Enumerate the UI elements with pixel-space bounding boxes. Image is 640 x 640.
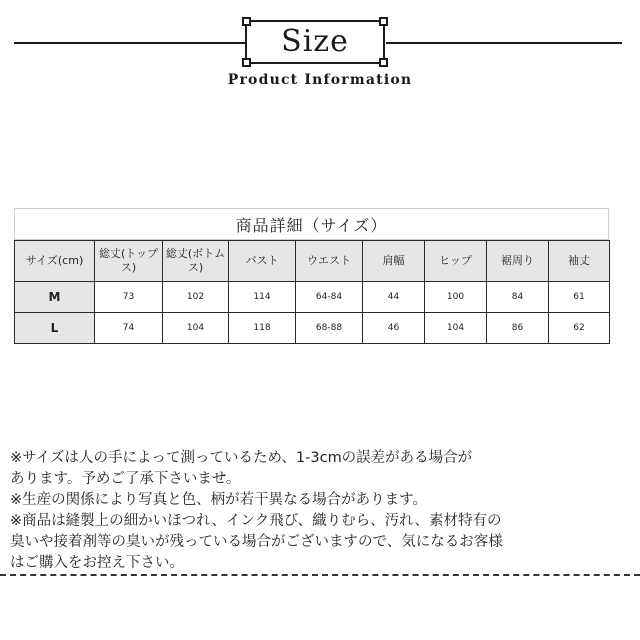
column-header: 袖丈 — [549, 241, 610, 282]
header-rule-right — [386, 42, 622, 44]
table-cell: 86 — [487, 313, 549, 344]
table-cell: 104 — [425, 313, 487, 344]
note-line: ※サイズは人の手によって測っているため、1-3cmの誤差がある場合が — [10, 450, 473, 466]
table-row — [15, 282, 610, 313]
size-table — [14, 240, 610, 344]
row-size-label: M — [15, 282, 95, 313]
column-header: ウエスト — [296, 241, 363, 282]
column-header: 裾周り — [487, 241, 549, 282]
box-corner — [379, 58, 388, 67]
page-title: Size — [281, 24, 349, 59]
box-corner — [242, 58, 251, 67]
table-cell: 68-88 — [296, 313, 363, 344]
note-line: ※商品は縫製上の細かいほつれ、インク飛び、織りむら、汚れ、素材特有の — [10, 513, 502, 529]
row-size-label: L — [15, 313, 95, 344]
table-cell: 104 — [163, 313, 229, 344]
note-line: あります。予めご了承下さいませ。 — [10, 471, 241, 487]
dashed-divider — [0, 574, 640, 576]
table-cell: 44 — [363, 282, 425, 313]
column-header: ヒップ — [425, 241, 487, 282]
note-line: ※生産の関係により写真と色、柄が若干異なる場合があります。 — [10, 492, 427, 508]
table-cell: 84 — [487, 282, 549, 313]
table-title: 商品詳細（サイズ） — [14, 208, 609, 240]
table-cell: 62 — [549, 313, 610, 344]
table-cell: 46 — [363, 313, 425, 344]
column-header: 総丈(トップス) — [95, 241, 163, 282]
table-cell: 64-84 — [296, 282, 363, 313]
header-rule-left — [14, 42, 246, 44]
table-row — [15, 313, 610, 344]
column-header: 肩幅 — [363, 241, 425, 282]
size-title-box — [245, 20, 385, 64]
table-cell: 100 — [425, 282, 487, 313]
page-subtitle: Product Information — [227, 72, 413, 88]
box-corner — [379, 17, 388, 26]
notes-section — [10, 448, 632, 574]
note-line: 臭いや接着剤等の臭いが残っている場合がございますので、気になるお客様 — [10, 534, 503, 550]
size-table-section — [14, 208, 609, 344]
table-cell: 74 — [95, 313, 163, 344]
column-header: バスト — [229, 241, 296, 282]
column-header: サイズ(cm) — [15, 241, 95, 282]
table-header-row — [15, 241, 610, 282]
note-line: はご購入をお控え下さい。 — [10, 555, 184, 571]
table-cell: 102 — [163, 282, 229, 313]
column-header: 総丈(ボトムス) — [163, 241, 229, 282]
table-cell: 61 — [549, 282, 610, 313]
table-cell: 73 — [95, 282, 163, 313]
table-cell: 114 — [229, 282, 296, 313]
table-cell: 118 — [229, 313, 296, 344]
box-corner — [242, 17, 251, 26]
